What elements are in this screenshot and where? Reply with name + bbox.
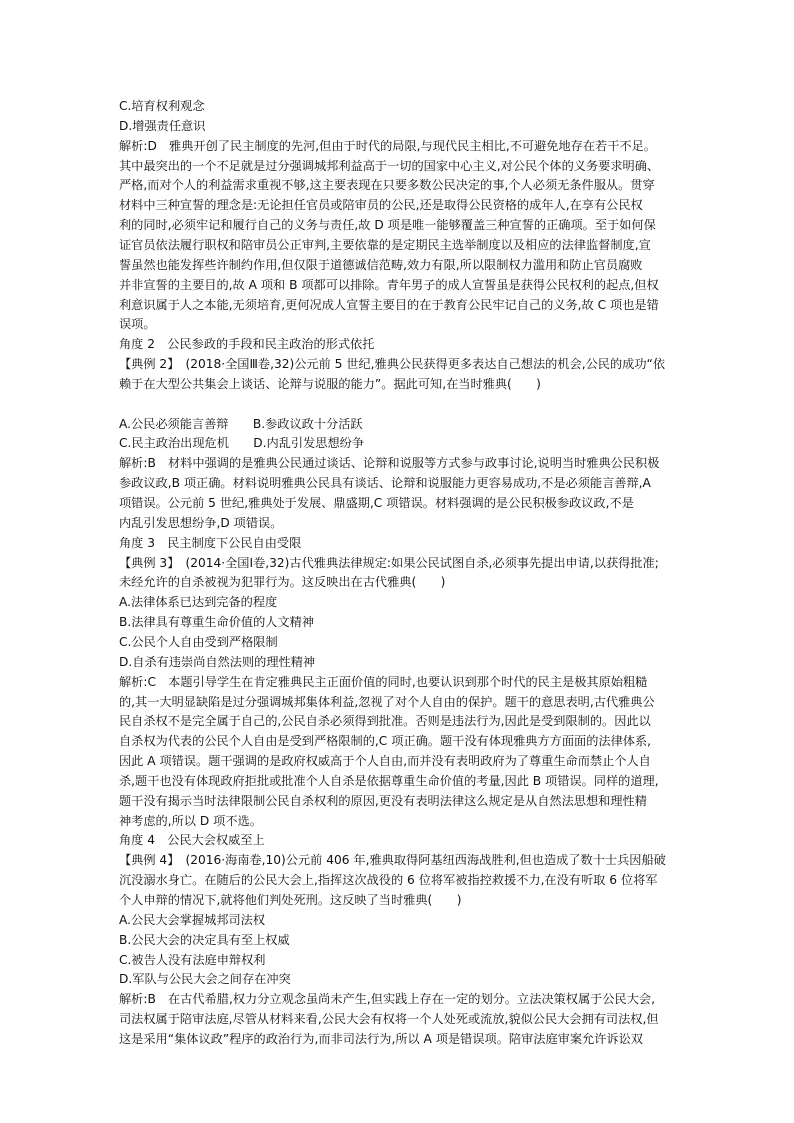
text-line: 并非宣誓的主要目的,故 A 项和 B 项都可以排除。青年男子的成人宣誓虽是获得公民权利的起点,但权: [119, 277, 659, 292]
text-line: 内乱引发思想纷争,D 项错误。: [119, 515, 283, 530]
text-line: D.增强责任意识: [119, 118, 206, 133]
text-line: 神考虑的,所以 D 项不选。: [119, 813, 262, 828]
text-line: 材料中三种宣誓的理念是:无论担任官员或陪审员的公民,还是取得公民资格的成年人,在享有公民权: [119, 198, 643, 213]
text-line: 其中最突出的一个不足就是过分强调城邦利益高于一切的国家中心主义,对公民个体的义务要求明确、: [119, 158, 660, 173]
text-line: B.法律具有尊重生命价值的人文精神: [119, 615, 315, 630]
text-line: 利意识属于人之本能,无须培育,更何况成人宣誓主要目的在于教育公民牢记自己的义务,故 C 项也是错: [119, 297, 659, 312]
text-line: C.民主政治出现危机 D.内乱引发思想纷争: [119, 436, 365, 451]
text-line: 自杀权为代表的公民个人自由是受到严格限制的,C 项正确。题干没有体现雅典方方面面的法律体系,: [119, 734, 652, 749]
text-line: 赖于在大型公共集会上谈话、论辩与说服的能力”。据此可知,在当时雅典( ): [119, 376, 541, 391]
text-line: 解析:B 材料中强调的是雅典公民通过谈话、论辩和说服等方式参与政事讨论,说明当时雅典公民积极: [119, 456, 660, 471]
text-line: 证官员依法履行职权和陪审员公正审判,主要依靠的是定期民主选举制度以及相应的法律监督制度,宣: [119, 237, 651, 252]
text-line: 沉没溺水身亡。在随后的公民大会上,指挥这次战役的 6 位将军被指控救援不力,在没有听取 6 位将军: [119, 873, 658, 888]
text-line: B.公民大会的决定具有至上权威: [119, 932, 290, 947]
text-line: 参政议政,B 项正确。材料说明雅典公民具有谈话、论辩和说服能力更容易成功,不是必须能言善辩,A: [119, 476, 651, 491]
text-line: 个人申辩的情况下,就将他们判处死刑。这反映了当时雅典( ): [119, 893, 462, 907]
text-line: [119, 394, 679, 414]
text-line: 题干没有揭示当时法律限制公民自杀权利的原因,更没有表明法律这么规定是从自然法思想和理性精: [119, 793, 647, 808]
text-line: 误项。: [119, 317, 156, 332]
text-line: 【典例 3】 (2014·全国Ⅰ卷,32)古代雅典法律规定:如果公民试图自杀,必须事先提出申请,以获得批准;: [119, 555, 659, 570]
text-line: 因此 A 项错误。题干强调的是政府权威高于个人自由,而并没有表明政府为了尊重生命而禁止个人自: [119, 754, 651, 769]
text-line: 民自杀权不是完全属于自己的,公民自杀必须得到批准。否则是违法行为,因此是受到限制的。因此以: [119, 714, 651, 729]
text-line: 项错误。公元前 5 世纪,雅典处于发展、鼎盛期,C 项错误。材料强调的是公民积极参政议政,不是: [119, 496, 634, 510]
text-line: D.军队与公民大会之间存在冲突: [119, 972, 291, 987]
text-line: C.培育权利观念: [119, 99, 205, 113]
text-line: C.被告人没有法庭申辩权利: [119, 952, 266, 967]
text-line: 司法权属于陪审法庭,尽管从材料来看,公民大会有权将一个人处死或流放,貌似公民大会拥有司法权,但: [119, 1012, 659, 1027]
text-line: 角度 4 公民大会权威至上: [119, 833, 265, 848]
text-line: A.公民大会掌握城邦司法权: [119, 912, 266, 927]
text-line: 利的同时,必须牢记和履行自己的义务与责任,故 D 项是唯一能够覆盖三种宣誓的正确项。至于如何保: [119, 218, 656, 233]
text-line: 解析:D 雅典开创了民主制度的先河,但由于时代的局限,与现代民主相比,不可避免地存在若干不足。: [119, 138, 656, 153]
text-line: 解析:C 本题引导学生在肯定雅典民主正面价值的同时,也要认识到那个时代的民主是极其原始粗糙: [119, 674, 648, 689]
text-line: 杀,题干也没有体现政府拒批或批准个人自杀是依据尊重生命价值的考量,因此 B 项错误。同样的道理,: [119, 773, 659, 788]
text-line: C.公民个人自由受到严格限制: [119, 634, 278, 649]
text-line: 未经允许的自杀被视为犯罪行为。这反映出在古代雅典( ): [119, 575, 446, 590]
text-line: 【典例 2】 (2018·全国Ⅲ卷,32)公元前 5 世纪,雅典公民获得更多表达自己想法的机会,公民的成功“依: [119, 357, 666, 372]
text-line: 解析:B 在古代希腊,权力分立观念虽尚未产生,但实践上存在一定的划分。立法决策权属于公民大会,: [119, 992, 655, 1007]
text-line: D.自杀有违崇尚自然法则的理性精神: [119, 654, 316, 669]
text-line: 的,其一大明显缺陷是过分强调城邦集体利益,忽视了对个人自由的保护。题干的意思表明,古代雅典公: [119, 694, 655, 709]
text-line: 角度 3 民主制度下公民自由受限: [119, 535, 302, 550]
text-line: 严格,而对个人的利益需求重视不够,这主要表现在只要多数公民决定的事,个人必须无条件服从。贯穿: [119, 178, 655, 193]
text-line: 角度 2 公民参政的手段和民主政治的形式依托: [119, 337, 375, 352]
text-line: A.法律体系已达到完备的程度: [119, 595, 278, 610]
text-line: A.公民必须能言善辩 B.参政议政十分活跃: [119, 416, 363, 431]
text-line: 誓虽然也能发挥些许制约作用,但仅限于道德诚信范畴,效力有限,所以限制权力滥用和防止官员腐败: [119, 257, 643, 272]
text-line: 【典例 4】 (2016·海南卷,10)公元前 406 年,雅典取得阿基纽西海战胜利,但也造成了数十士兵因船破: [119, 853, 666, 868]
text-line: 这是采用“集体议政”程序的政治行为,而非司法行为,所以 A 项是错误项。陪审法庭审案允许诉讼双: [119, 1031, 643, 1046]
